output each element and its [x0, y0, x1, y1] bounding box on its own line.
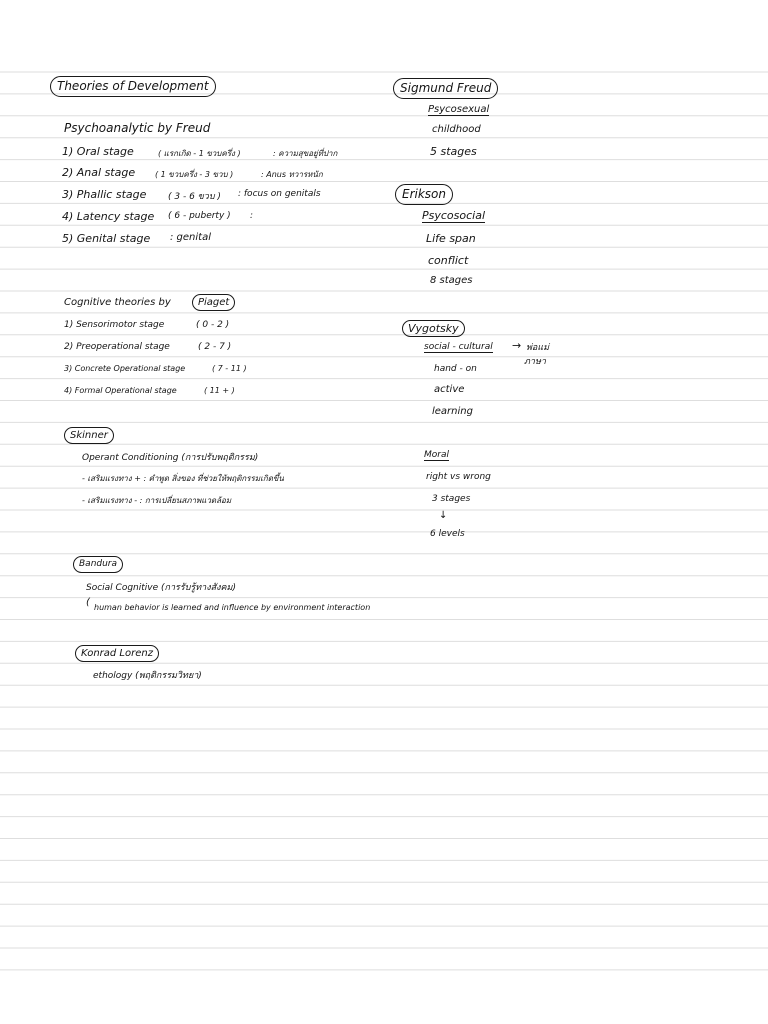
freud-right-item: Psycosexual [428, 104, 490, 115]
piaget-stage-label: 3) Concrete Operational stage [64, 364, 186, 373]
piaget-stage-label: 1) Sensorimotor stage [64, 320, 165, 330]
moral-heading: Moral [424, 450, 449, 460]
sigmund-freud-name: Sigmund Freud [393, 78, 498, 99]
skinner-line: - เสริมแรงทาง + : คำพูด สิ่งของ ที่ช่วยให้พฤติกรรมเกิดขึ้น [82, 474, 284, 483]
lorenz-line: ethology (พฤติกรรมวิทยา) [93, 671, 202, 681]
vygotsky-arrow-note: ภาษา [524, 357, 546, 367]
freud-stage-label: 4) Latency stage [62, 210, 155, 223]
freud-stage-range: ( แรกเกิด - 1 ขวบครึ่ง ) [158, 149, 241, 158]
bandura-line: human behavior is learned and influence by environment interaction [94, 603, 371, 612]
piaget-stage-label: 4) Formal Operational stage [64, 386, 177, 395]
vygotsky-item: social - cultural [424, 342, 493, 352]
skinner-name: Skinner [64, 427, 114, 444]
freud-stage-label: 5) Genital stage [62, 232, 151, 245]
moral-item: 6 levels [430, 529, 465, 539]
erikson-item: Life span [426, 232, 476, 245]
freud-stage-label: 3) Phallic stage [62, 188, 147, 201]
freud-stage-note: : ความสุขอยู่ที่ปาก [273, 149, 338, 158]
arrow-down-icon: ↓ [439, 510, 448, 521]
piaget-stage-range: ( 7 - 11 ) [212, 364, 247, 373]
vygotsky-item: hand - on [434, 364, 477, 374]
vygotsky-arrow-note: พ่อแม่ [526, 343, 550, 353]
vygotsky-name: Vygotsky [402, 320, 465, 337]
bracket-mark: ( [86, 597, 90, 608]
freud-right-item: childhood [432, 124, 481, 135]
erikson-item: Psycosocial [422, 209, 486, 222]
title-theories-of-development: Theories of Development [50, 76, 216, 97]
piaget-name: Piaget [192, 294, 235, 311]
freud-stage-note: : Anus ทวารหนัก [261, 170, 323, 179]
vygotsky-item: learning [432, 406, 473, 417]
piaget-heading: Cognitive theories by [64, 297, 171, 308]
freud-stage-range: ( 1 ขวบครึ่ง - 3 ขวบ ) [155, 170, 234, 179]
erikson-item: 8 stages [430, 275, 473, 286]
freud-heading: Psychoanalytic by Freud [64, 121, 211, 135]
skinner-line: Operant Conditioning (การปรับพฤติกรรม) [82, 453, 259, 463]
vygotsky-item: active [434, 384, 465, 395]
freud-stage-note: : [250, 211, 254, 221]
freud-stage-note: : focus on genitals [238, 189, 321, 199]
bandura-line: Social Cognitive (การรับรู้ทางสังคม) [86, 583, 236, 593]
moral-item: 3 stages [432, 494, 471, 504]
erikson-item: conflict [428, 254, 469, 267]
piaget-stage-range: ( 11 + ) [204, 386, 235, 395]
freud-stage-label: 1) Oral stage [62, 145, 134, 158]
lorenz-name: Konrad Lorenz [75, 645, 159, 662]
freud-stage-label: 2) Anal stage [62, 166, 136, 179]
freud-stage-range: ( 3 - 6 ขวบ ) [168, 192, 221, 202]
piaget-stage-label: 2) Preoperational stage [64, 342, 170, 352]
freud-stage-range: ( 6 - puberty ) [168, 211, 231, 221]
piaget-stage-range: ( 0 - 2 ) [196, 320, 230, 330]
freud-right-item: 5 stages [430, 145, 477, 158]
piaget-stage-range: ( 2 - 7 ) [198, 342, 232, 352]
moral-item: right vs wrong [426, 472, 491, 482]
freud-stage-note: : genital [170, 232, 211, 243]
erikson-name: Erikson [395, 184, 453, 205]
skinner-line: - เสริมแรงทาง - : การเปลี่ยนสภาพแวดล้อม [82, 496, 232, 505]
bandura-name: Bandura [73, 556, 123, 573]
arrow-right-icon: → [512, 339, 522, 352]
